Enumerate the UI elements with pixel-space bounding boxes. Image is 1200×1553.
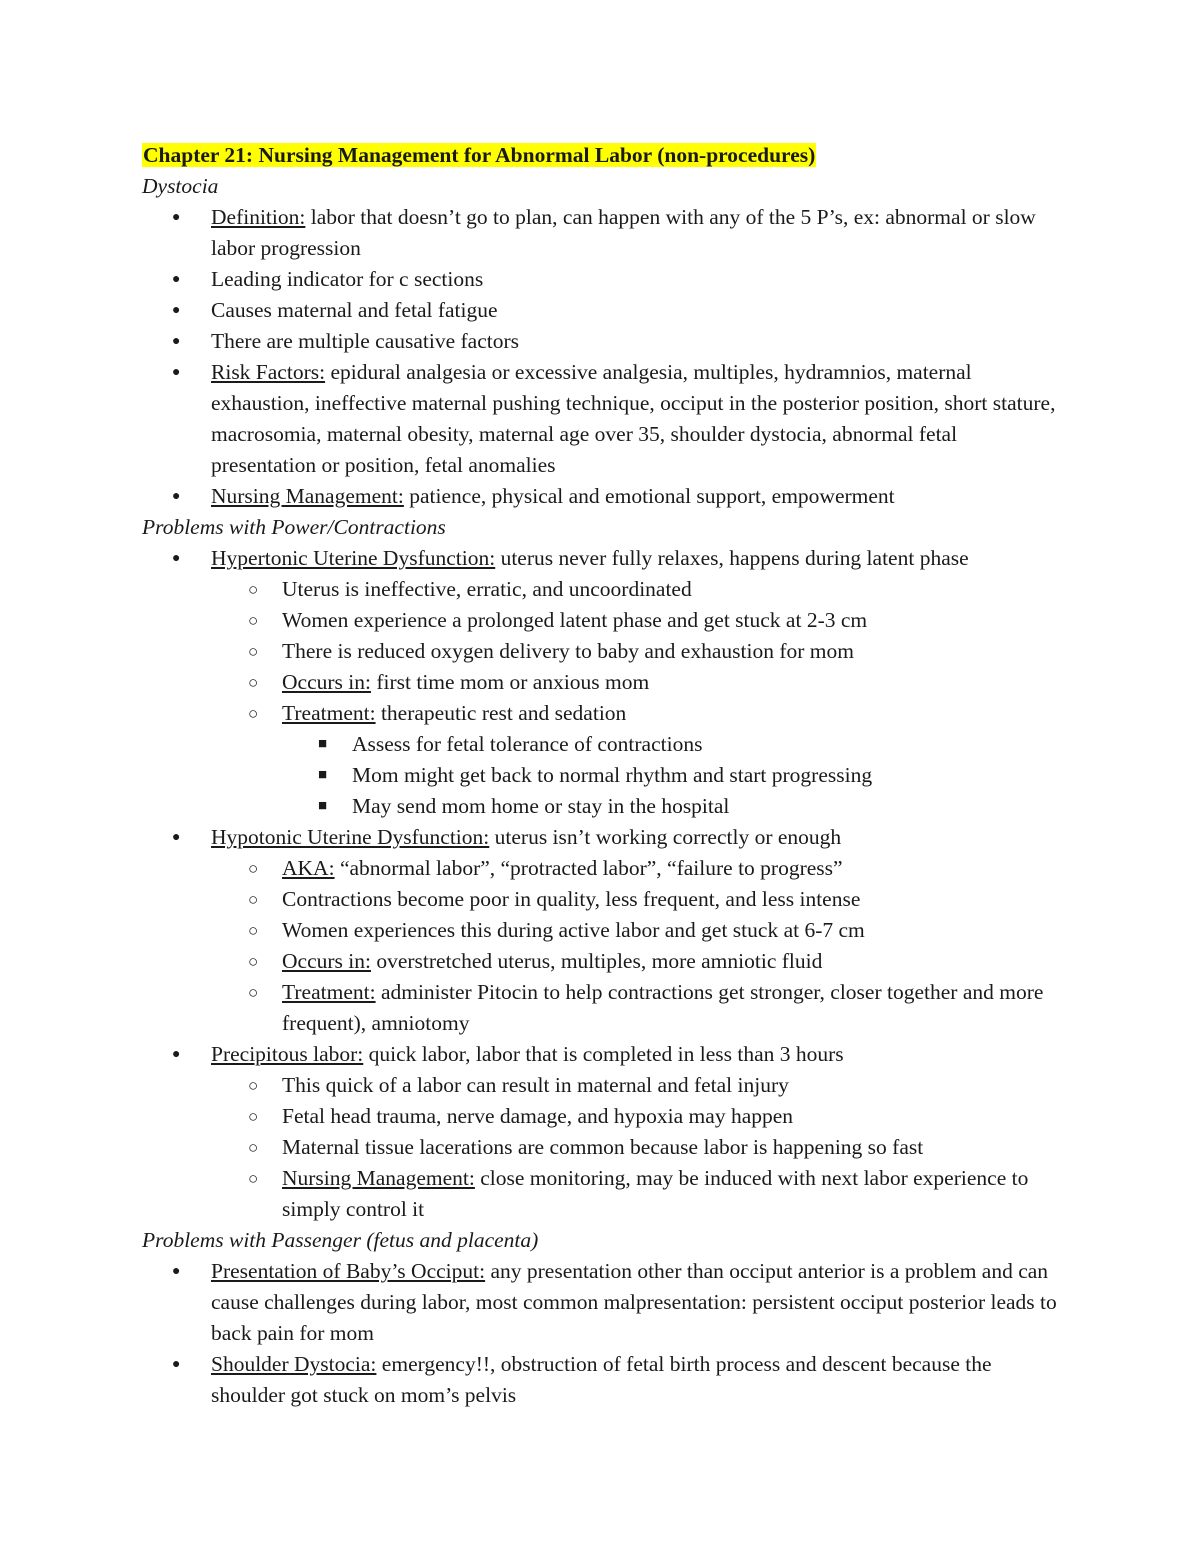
list-item xyxy=(142,605,1062,636)
bullet-icon: ● xyxy=(172,334,181,349)
item-label: AKA: xyxy=(282,856,335,880)
item-text: Maternal tissue lacerations are common because labor is happening so fast xyxy=(282,1135,924,1159)
bullet-icon: ● xyxy=(172,551,181,566)
item-label: Occurs in: xyxy=(282,949,371,973)
list-item xyxy=(142,1349,1062,1411)
item-label: Nursing Management: xyxy=(282,1166,475,1190)
item-label: Definition: xyxy=(211,205,306,229)
item-text: May send mom home or stay in the hospital xyxy=(352,794,730,818)
circle-bullet-icon: ○ xyxy=(248,921,259,940)
item-label: Treatment: xyxy=(282,980,376,1004)
item-text: uterus isn’t working correctly or enough xyxy=(489,825,842,849)
bullet-icon: ● xyxy=(172,489,181,504)
item-text: close monitoring, may be induced with next labor experience to simply control it xyxy=(282,1166,1029,1221)
circle-bullet-icon: ○ xyxy=(248,580,259,599)
item-text: first time mom or anxious mom xyxy=(370,670,650,694)
item-label: Presentation of Baby’s Occiput: xyxy=(211,1259,486,1283)
item-text: any presentation other than occiput anterior is a problem and can cause challenges during labor, most common malpresentation: persistent occiput posterior leads to back pain for mom xyxy=(211,1259,1057,1345)
bullet-list-level-3 xyxy=(142,729,1062,822)
item-text: Contractions become poor in quality, less frequent, and less intense xyxy=(282,887,861,911)
item-label: Hypotonic Uterine Dysfunction: xyxy=(211,825,490,849)
list-item xyxy=(142,667,1062,698)
item-text: Causes maternal and fetal fatigue xyxy=(211,298,498,322)
circle-bullet-icon: ○ xyxy=(248,1107,259,1126)
circle-bullet-icon: ○ xyxy=(248,859,259,878)
bullet-icon: ● xyxy=(172,210,181,225)
item-text: administer Pitocin to help contractions get stronger, closer together and more frequent), amniotomy xyxy=(282,980,1044,1035)
item-text: Women experience a prolonged latent phase and get stuck at 2-3 cm xyxy=(282,608,868,632)
item-text: Assess for fetal tolerance of contractions xyxy=(352,732,703,756)
item-text: “abnormal labor”, “protracted labor”, “failure to progress” xyxy=(334,856,843,880)
item-label: Nursing Management: xyxy=(211,484,404,508)
item-text: There is reduced oxygen delivery to baby and exhaustion for mom xyxy=(282,639,854,663)
document-page xyxy=(142,140,1062,1411)
document-content xyxy=(142,171,1062,1411)
list-item xyxy=(142,1070,1062,1101)
circle-bullet-icon: ○ xyxy=(248,1169,259,1188)
item-text: Uterus is ineffective, erratic, and uncoordinated xyxy=(282,577,692,601)
item-text: emergency!!, obstruction of fetal birth process and descent because the shoulder got stuck on mom’s pelvis xyxy=(211,1352,992,1407)
list-item xyxy=(142,791,1062,822)
item-label: Precipitous labor: xyxy=(211,1042,364,1066)
bullet-icon: ● xyxy=(172,1264,181,1279)
item-text: therapeutic rest and sedation xyxy=(375,701,627,725)
bullet-list-level-1 xyxy=(142,1256,1062,1411)
square-bullet-icon: ■ xyxy=(318,798,328,814)
item-text: patience, physical and emotional support, empowerment xyxy=(403,484,895,508)
item-label: Occurs in: xyxy=(282,670,371,694)
item-label: Risk Factors: xyxy=(211,360,326,384)
list-item xyxy=(142,1101,1062,1132)
circle-bullet-icon: ○ xyxy=(248,1138,259,1157)
item-text: Leading indicator for c sections xyxy=(211,267,484,291)
list-item xyxy=(142,729,1062,760)
circle-bullet-icon: ○ xyxy=(248,890,259,909)
list-item xyxy=(142,481,1062,512)
item-text: Women experiences this during active labor and get stuck at 6-7 cm xyxy=(282,918,865,942)
item-text: labor that doesn’t go to plan, can happen with any of the 5 P’s, ex: abnormal or slow labor progression xyxy=(211,205,1036,260)
list-item xyxy=(142,1163,1062,1225)
bullet-list-level-1 xyxy=(142,543,1062,1225)
item-text: Fetal head trauma, nerve damage, and hypoxia may happen xyxy=(282,1104,794,1128)
circle-bullet-icon: ○ xyxy=(248,673,259,692)
circle-bullet-icon: ○ xyxy=(248,611,259,630)
list-item xyxy=(142,574,1062,605)
section-heading: Problems with Power/Contractions xyxy=(142,515,446,539)
bullet-icon: ● xyxy=(172,830,181,845)
square-bullet-icon: ■ xyxy=(318,736,328,752)
item-label: Shoulder Dystocia: xyxy=(211,1352,377,1376)
list-item xyxy=(142,1132,1062,1163)
circle-bullet-icon: ○ xyxy=(248,952,259,971)
list-item xyxy=(142,884,1062,915)
bullet-list-level-2 xyxy=(142,853,1062,1039)
square-bullet-icon: ■ xyxy=(318,767,328,783)
item-text: There are multiple causative factors xyxy=(211,329,520,353)
item-label: Treatment: xyxy=(282,701,376,725)
item-text: This quick of a labor can result in maternal and fetal injury xyxy=(282,1073,789,1097)
list-item xyxy=(142,853,1062,884)
list-item xyxy=(142,1039,1062,1070)
list-item xyxy=(142,326,1062,357)
list-item xyxy=(142,202,1062,264)
item-label: Hypertonic Uterine Dysfunction: xyxy=(211,546,496,570)
list-item xyxy=(142,357,1062,481)
bullet-list-level-1 xyxy=(142,202,1062,512)
chapter-title xyxy=(142,140,1062,171)
item-text: quick labor, labor that is completed in less than 3 hours xyxy=(363,1042,844,1066)
list-item xyxy=(142,264,1062,295)
list-item xyxy=(142,698,1062,729)
circle-bullet-icon: ○ xyxy=(248,704,259,723)
item-text: uterus never fully relaxes, happens during latent phase xyxy=(495,546,969,570)
list-item xyxy=(142,636,1062,667)
list-item xyxy=(142,977,1062,1039)
item-text: epidural analgesia or excessive analgesia, multiples, hydramnios, maternal exhaustion, ineffective maternal pushing technique, occiput in the posterior position, short stature, macrosomia, maternal obesity, maternal age over 35, shoulder dystocia, abnormal fetal presentation or position, fetal anomalies xyxy=(211,360,1056,477)
chapter-title-text: Chapter 21: Nursing Management for Abnormal Labor (non-procedures) xyxy=(143,143,816,167)
list-item xyxy=(142,543,1062,574)
list-item xyxy=(142,822,1062,853)
section-heading: Problems with Passenger (fetus and placenta) xyxy=(142,1228,539,1252)
section-heading: Dystocia xyxy=(142,174,219,198)
list-item xyxy=(142,946,1062,977)
bullet-list-level-2 xyxy=(142,574,1062,822)
list-item xyxy=(142,915,1062,946)
bullet-icon: ● xyxy=(172,272,181,287)
list-item xyxy=(142,295,1062,326)
circle-bullet-icon: ○ xyxy=(248,1076,259,1095)
bullet-icon: ● xyxy=(172,365,181,380)
bullet-icon: ● xyxy=(172,303,181,318)
bullet-list-level-2 xyxy=(142,1070,1062,1225)
bullet-icon: ● xyxy=(172,1357,181,1372)
circle-bullet-icon: ○ xyxy=(248,642,259,661)
circle-bullet-icon: ○ xyxy=(248,983,259,1002)
bullet-icon: ● xyxy=(172,1047,181,1062)
list-item xyxy=(142,1256,1062,1349)
item-text: Mom might get back to normal rhythm and start progressing xyxy=(352,763,873,787)
list-item xyxy=(142,760,1062,791)
item-text: overstretched uterus, multiples, more amniotic fluid xyxy=(370,949,823,973)
